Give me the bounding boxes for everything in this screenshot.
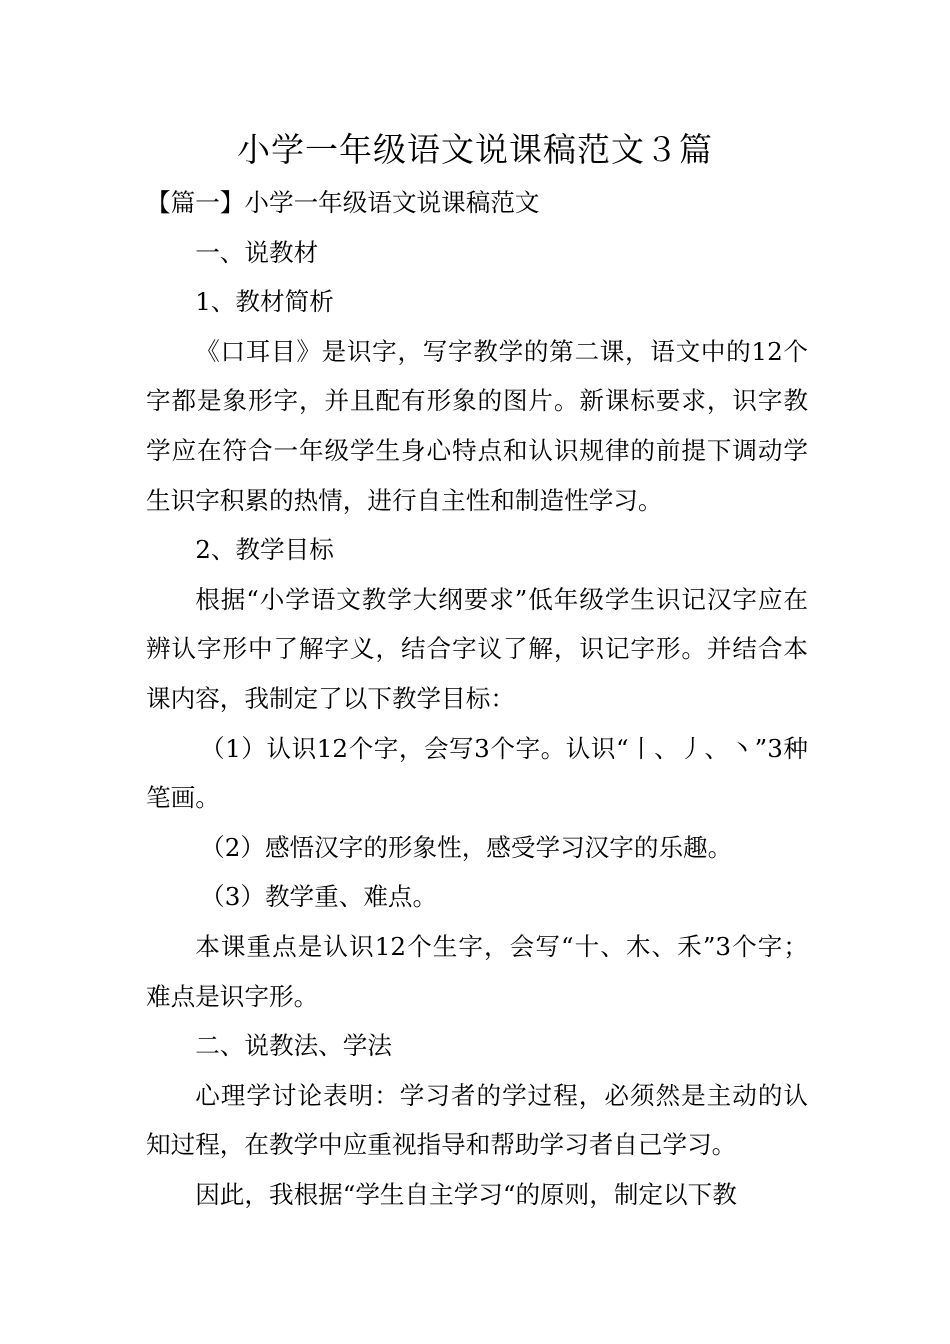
body-paragraph: 心理学讨论表明：学习者的学过程，必须然是主动的认知过程，在教学中应重视指导和帮助学习者自己学习。 (146, 1080, 808, 1160)
list-item: （3）教学重、难点。 (200, 882, 438, 912)
body-paragraph: 本课重点是认识12个生字，会写“十、木、禾”3个字；难点是识字形。 (146, 931, 808, 1011)
list-item: （1）认识12个字，会写3个字。认识“丨、丿、丶”3种笔画。 (146, 733, 808, 813)
document-title: 小学一年级语文说课稿范文３篇 (237, 130, 713, 169)
subheading: 二、说教法、学法 (195, 1031, 392, 1061)
subheading: 一、说教材 (195, 237, 319, 267)
body-paragraph: 《口耳目》是识字，写字教学的第二课，语文中的12个字都是象形字，并且配有形象的图片。新课标要求，识字教学应在符合一年级学生身心特点和认识规律的前提下调动学生识字积累的热情，进行自主性和制造性学习。 (146, 336, 808, 515)
subheading: 1、教材简析 (195, 287, 334, 317)
section-heading: 【篇一】小学一年级语文说课稿范文 (146, 188, 540, 217)
subheading: 2、教学目标 (195, 535, 334, 565)
body-paragraph: 因此，我根据“学生自主学习“的原则，制定以下教 (195, 1179, 737, 1209)
list-item: （2）感悟汉字的形象性，感受学习汉字的乐趣。 (200, 832, 733, 862)
body-paragraph: 根据“小学语文教学大纲要求”低年级学生识记汉字应在辨认字形中了解字义，结合字议了解，识记字形。并结合本课内容，我制定了以下教学目标： (146, 584, 808, 713)
document-body (146, 178, 808, 1219)
